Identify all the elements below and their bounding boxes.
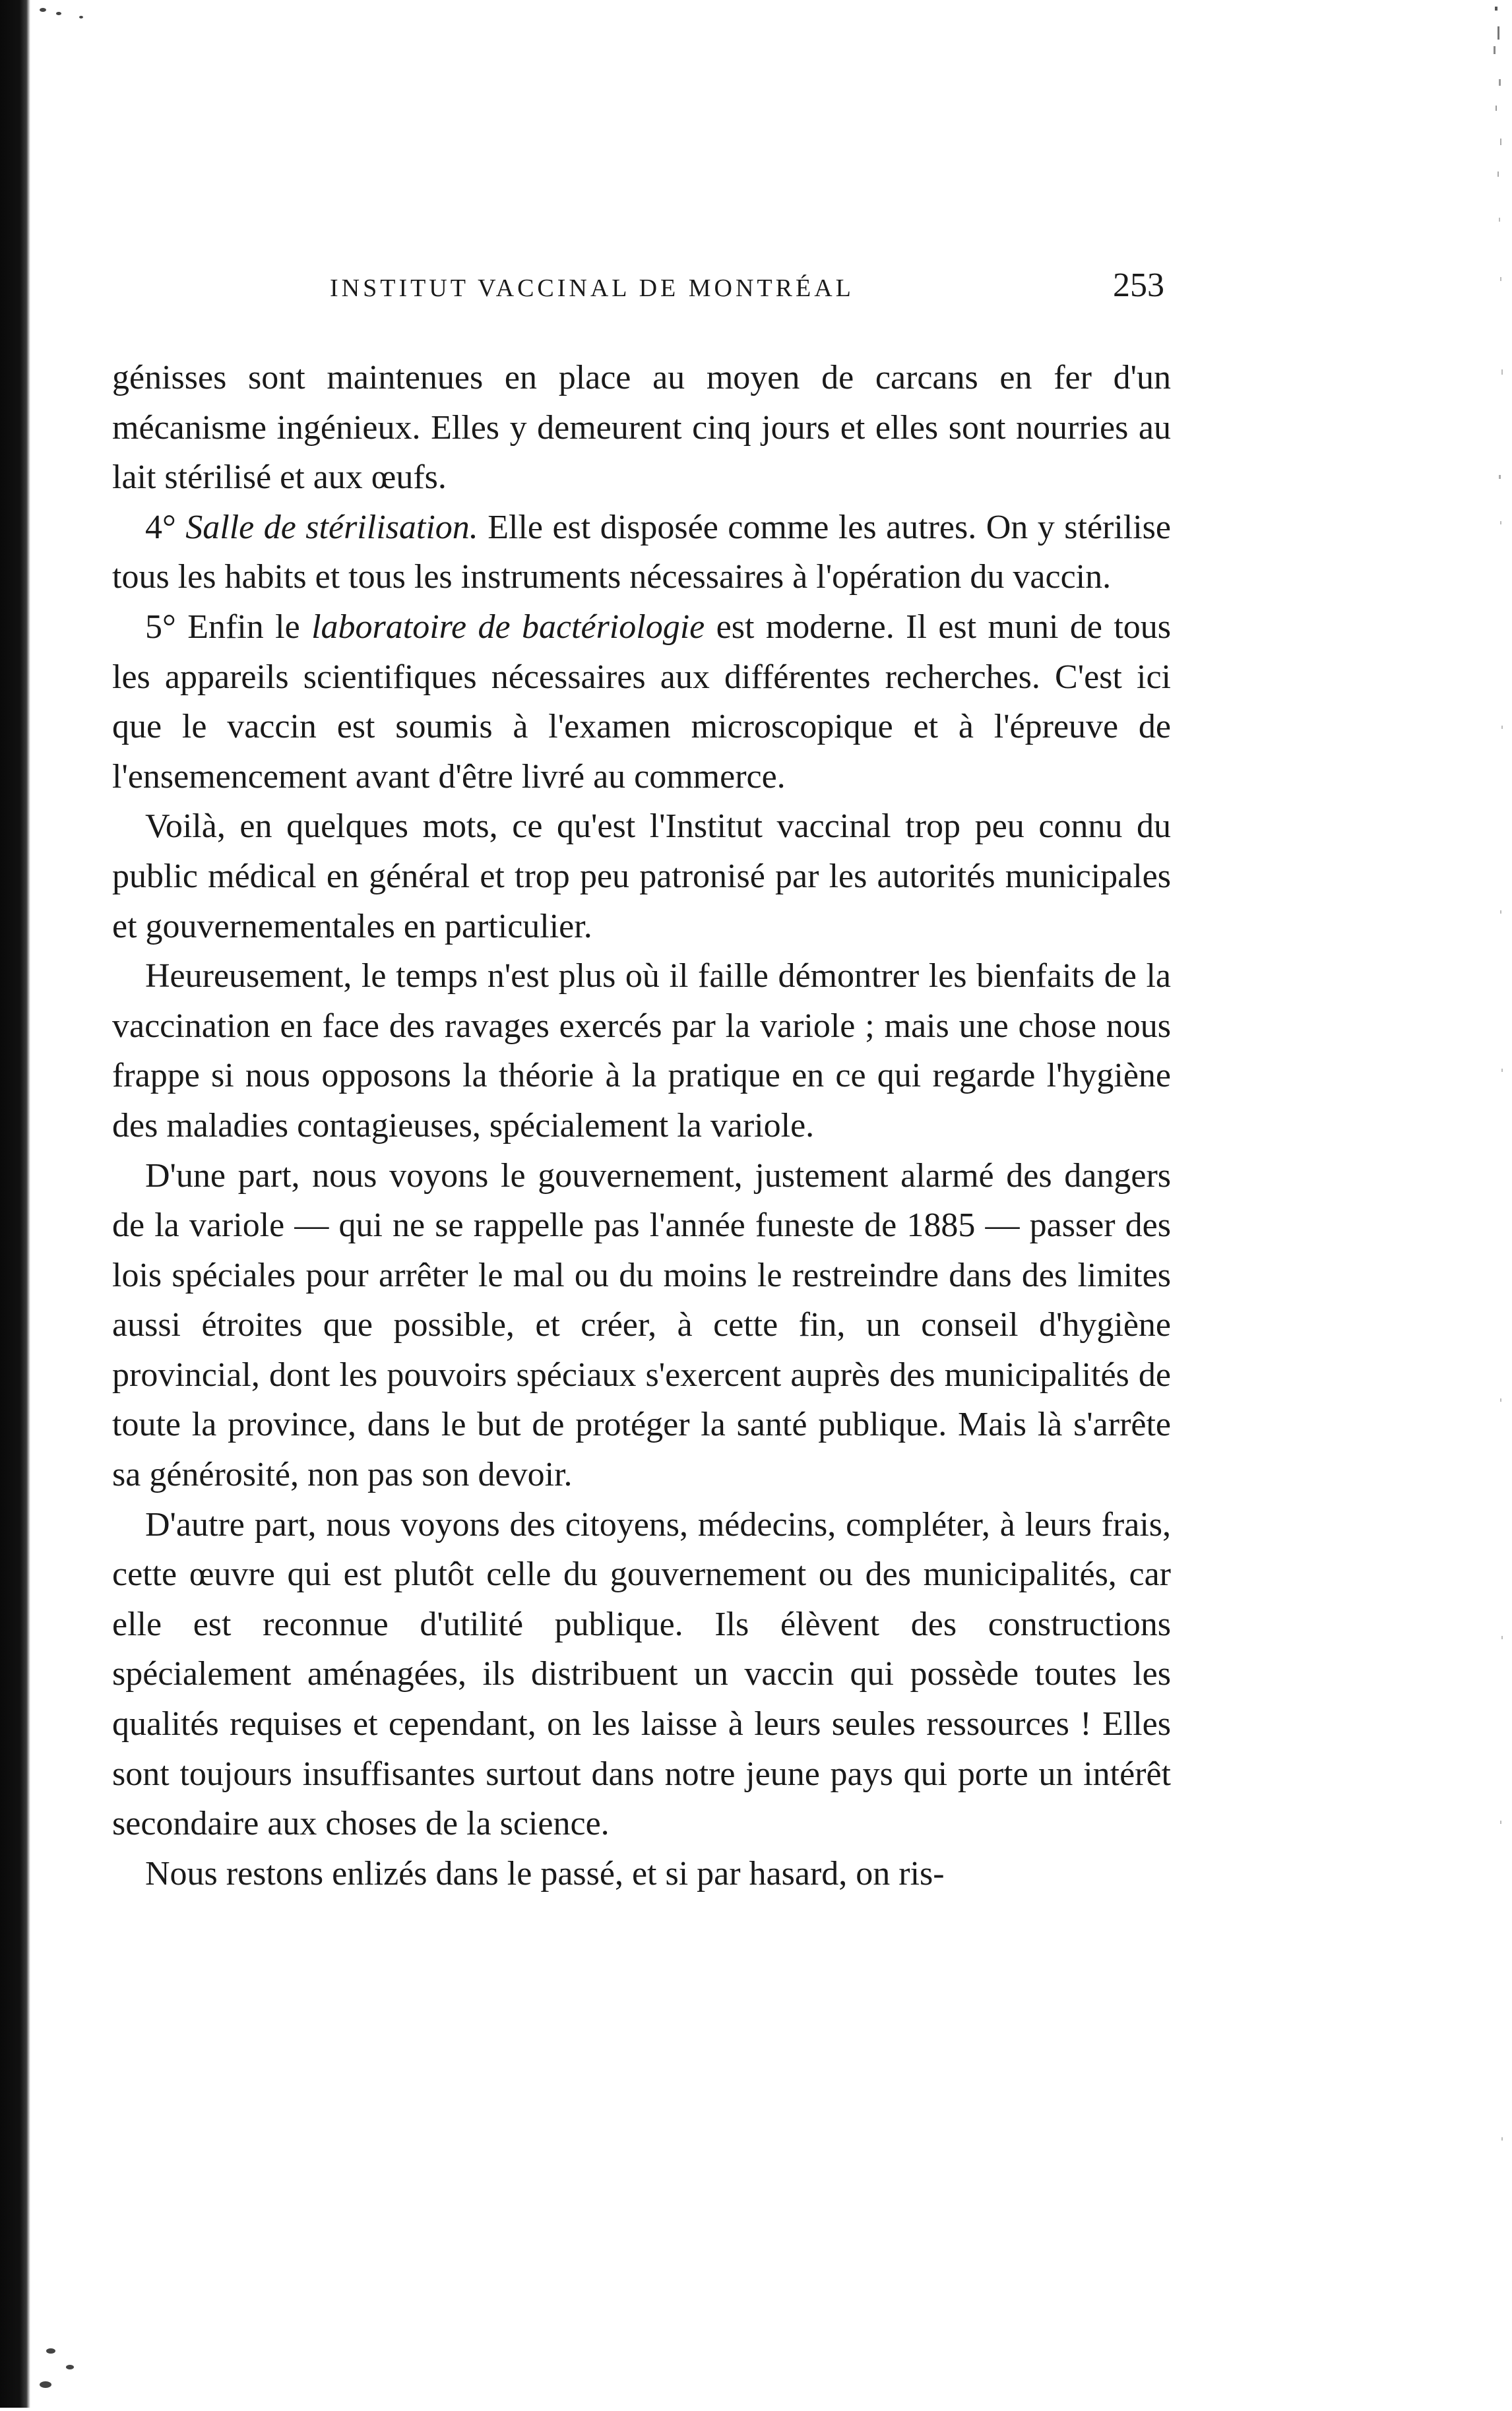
scan-speck [40, 2381, 51, 2388]
paragraph [112, 951, 1171, 1150]
right-margin-scan-marks [1486, 0, 1512, 2408]
paragraph [112, 1500, 1171, 1849]
paragraph-text: Elle est disposée comme les autres. On y stérilise tous les habits et tous les instruments nécessaires à l'opération du vaccin. [112, 508, 1171, 596]
paragraph-text: est moderne. Il est muni de tous les appareils scientifiques nécessaires aux différentes recherches. C'est ici que le vaccin est soumis à l'examen microscopique et à l'épreuve de l'ensemencement avant d'être livré au commerce. [112, 608, 1171, 796]
paragraph [112, 1849, 1171, 1899]
paragraph [112, 801, 1171, 951]
list-marker: 4° [145, 508, 186, 546]
list-marker: 5° Enfin le [145, 608, 312, 646]
page-binding-shadow [0, 0, 30, 2408]
paragraph [112, 353, 1171, 503]
running-title: INSTITUT VACCINAL DE MONTRÉAL [330, 274, 854, 302]
running-head [112, 261, 1171, 307]
scan-speck [79, 16, 83, 18]
paragraph-text: D'une part, nous voyons le gouvernement, justement alarmé des dangers de la variole — qui ne se rappelle pas l'année funeste de 1885 — passer des lois spéciales pour arrêter le mal ou du moins le restreindre dans des limites aussi étroites que possible, et créer, à cette fin, un conseil d'hygiène provincial, dont les pouvoirs spéciaux s'exercent auprès des municipalités de toute la province, dans le but de protéger la santé publique. Mais là s'arrête sa générosité, non pas son devoir. [112, 1156, 1171, 1494]
section-heading-italic: laboratoire de bactériologie [311, 608, 705, 646]
paragraph-text: génisses sont maintenues en place au moyen de carcans en fer d'un mécanisme ingénieux. Elles y demeurent cinq jours et elles sont nourries au lait stérilisé et aux œufs. [112, 359, 1171, 497]
scan-speck [66, 2365, 74, 2369]
paragraph [112, 503, 1171, 602]
paragraph [112, 602, 1171, 801]
scan-marks-graphic [1486, 0, 1512, 2408]
paragraph [112, 1151, 1171, 1500]
scan-speck [46, 2348, 55, 2354]
section-heading-italic: Salle de stérilisation. [185, 508, 478, 546]
scan-speck [40, 8, 46, 12]
paragraph-text: D'autre part, nous voyons des citoyens, médecins, compléter, à leurs frais, cette œuvre qui est plutôt celle du gouvernement ou des municipalités, car elle est reconnue d'utilité publique. Ils élèvent des constructions spécialement aménagées, ils distribuent un vaccin qui possède toutes les qualités requises et cependant, on les laisse à leurs seules ressources ! Elles sont toujours insuffisantes surtout dans notre jeune pays qui porte un intérêt secondaire aux choses de la science. [112, 1505, 1171, 1843]
paragraph-text: Heureusement, le temps n'est plus où il faille démontrer les bienfaits de la vaccination en face des ravages exercés par la variole ; mais une chose nous frappe si nous opposons la théorie à la pratique en ce qui regarde l'hygiène des maladies contagieuses, spécialement la variole. [112, 957, 1171, 1144]
body-text [112, 353, 1171, 1898]
scan-speck [56, 12, 61, 15]
page-number: 253 [1113, 266, 1164, 304]
paragraph-text: Voilà, en quelques mots, ce qu'est l'Institut vaccinal trop peu connu du public médical en général et trop peu patronisé par les autorités municipales et gouvernementales en particulier. [112, 807, 1171, 945]
paragraph-text: Nous restons enlizés dans le passé, et si par hasard, on ris- [145, 1854, 945, 1893]
